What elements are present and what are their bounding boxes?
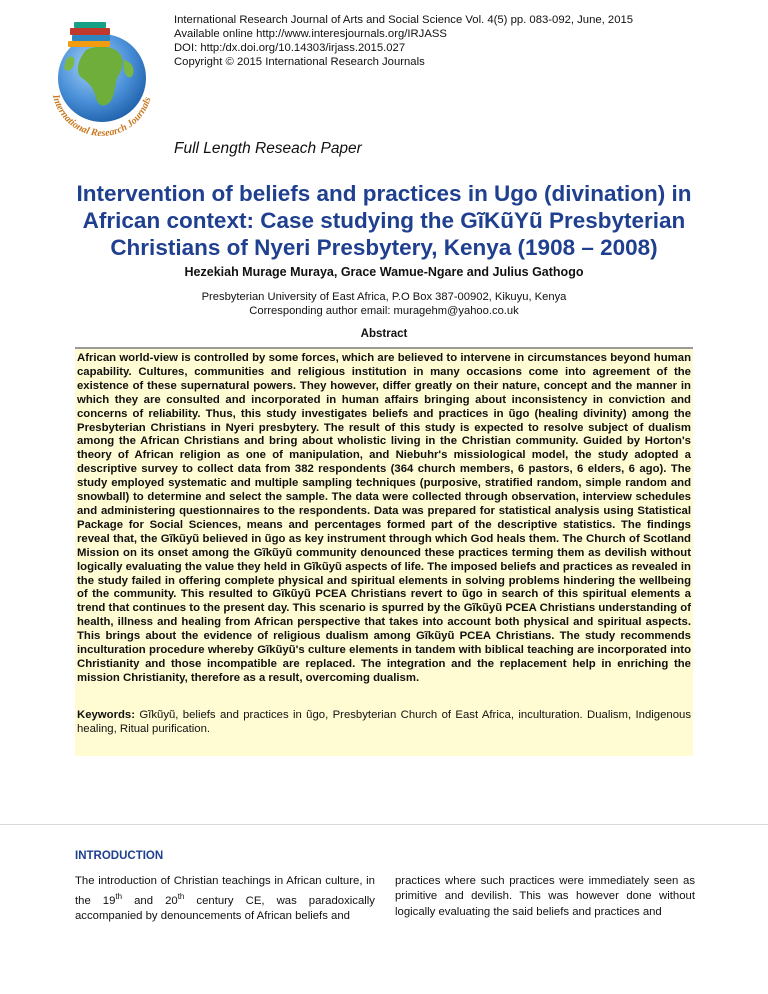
- paper-type: Full Length Reseach Paper: [174, 140, 362, 157]
- journal-logo: [40, 16, 164, 140]
- keywords-list: Gĩkũyũ, beliefs and practices in ũgo, Presbyterian Church of East Africa, inculturation. Dualism, Indigenous healing, Ritual purification.: [77, 708, 691, 735]
- authors: Hezekiah Murage Muraya, Grace Wamue-Ngare and Julius Gathogo: [184, 265, 584, 279]
- journal-info: [174, 13, 633, 69]
- intro-text: century CE, was paradoxically accompanied by denouncements of African beliefs and: [75, 895, 375, 923]
- affiliation: [0, 290, 768, 318]
- globe-logo-icon: [40, 16, 164, 140]
- journal-doi[interactable]: DOI: http:/dx.doi.org/10.14303/irjass.2015.027: [174, 42, 406, 54]
- affiliation-address: Presbyterian University of East Africa, P.O Box 387-00902, Kikuyu, Kenya: [201, 291, 567, 303]
- section-divider: [0, 824, 768, 825]
- keywords-label: Keywords:: [77, 708, 135, 721]
- journal-url[interactable]: Available online http://www.interesjournals.org/IRJASS: [174, 28, 447, 40]
- superscript: th: [115, 892, 123, 902]
- title-line: African context: Case studying the GĩKũYũ Presbyterian: [82, 208, 686, 233]
- superscript: th: [177, 892, 185, 902]
- journal-copyright: Copyright © 2015 International Research Journals: [174, 56, 425, 68]
- journal-citation: International Research Journal of Arts and Social Science Vol. 4(5) pp. 083-092, June, 2015: [174, 14, 634, 26]
- corresponding-email[interactable]: Corresponding author email: muragehm@yahoo.co.uk: [249, 305, 519, 317]
- books-icon: [68, 22, 110, 47]
- abstract-box: [75, 347, 693, 756]
- abstract-heading: Abstract: [360, 328, 408, 340]
- svg-text:International Research Journal: International Research Journals: [49, 93, 154, 140]
- intro-text: The introduction of Christian teachings in African culture, in the 19: [75, 875, 375, 908]
- introduction-heading: INTRODUCTION: [75, 850, 164, 862]
- paper-title: [30, 180, 738, 261]
- keywords: [77, 708, 691, 736]
- introduction-column-left: [75, 874, 375, 925]
- title-line: Intervention of beliefs and practices in Ugo (divination) in: [76, 181, 692, 206]
- introduction-column-right: practices where such practices were immediately seen as primitive and devilish. This was however done without logically evaluating the said beliefs and practices and: [395, 875, 695, 918]
- abstract-text: African world-view is controlled by some forces, which are believed to intervene in circumstances beyond human capability. Cultures, communities and religious institution in many occasions come into agreement of the existence of these supernatural powers. They however, differ greatly on their nature, concept and the manner in which they are consulted and incorporated in human affairs bringing about inconsistency in conviction and concerns of reliability. Thus, this study investigates beliefs and practices in ũgo (healing divinity) among the Presbyterian Christians in Nyeri presbytery. The result of this study is expected to resolve subject of dualism among the African Christians and bring about wholistic living in the Christian community. Guided by Horton's theory of African religion as one of manipulation, and Niebuhr's missiological model, the study adopted a descriptive survey to collect data from 382 respondents (364 church members, 6 pastors, 6 elders, 6 ago). The study employed systematic and multiple sampling techniques (purposive, stratified random, simple random and snowball) to determine and select the sample. The data were collected through observation, interview schedules and administering questionnaires to the respondents. Data was prepared for statistical analysis using Statistical Package for Social Sciences, means and percentages formed part of the descriptive statistics. The findings reveal that, the Gĩkũyũ believed in ũgo as key instrument through which God heals them. The Church of Scotland Mission on its onset among the Gĩkũyũ community denounced these practices terming them as devilish without logically evaluating the value they held in Gĩkũyũ aspects of life. The imposed beliefs and practices as revealed in the study failed in offering complete physical and spiritual elements in solving problems hindering the wellbeing of the community. This resulted to Gĩkũyũ PCEA Christians revert to ũgo in search of this spiritual elements a trend that continues to the present day. This scenario is spurred by the Gĩkũyũ PCEA Christians understanding of health, illness and healing from African perspective that takes into account both physical and spiritual aspects. This brings about the evidence of religious dualism among Gĩkũyũ PCEA Christians. The study recommends inculturation procedure whereby Gĩkũyũ's culture elements in tandem with biblical teaching are incorporated into Christianity and those incompatible are replaced. The integration and the replacement help in enriching the mission Christianity, therefore as a result, overcoming dualism.: [77, 352, 691, 684]
- intro-text: and 20: [122, 895, 178, 908]
- title-line: Christians of Nyeri Presbytery, Kenya (1908 – 2008): [110, 235, 658, 260]
